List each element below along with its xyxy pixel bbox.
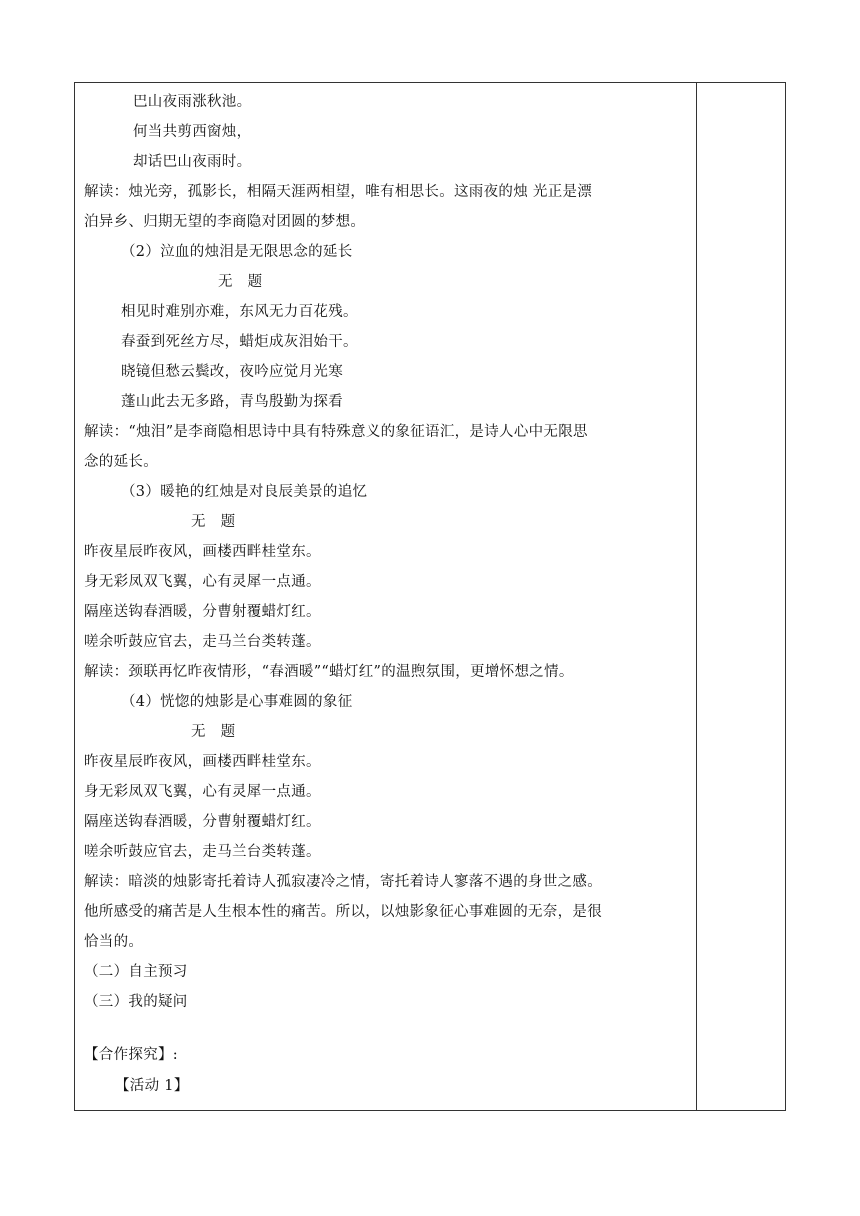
main-content-cell: [75, 83, 696, 1110]
commentary-line: 解读：“烛泪”是李商隐相思诗中具有特殊意义的象征语汇，是诗人心中无限思: [84, 424, 588, 440]
poem-line: 蓬山此去无多路，青鸟殷勤为探看: [121, 394, 343, 410]
poem-line: 晓镜但愁云鬓改，夜吟应觉月光寒: [121, 364, 343, 380]
section-heading: （4）恍惚的烛影是心事难圆的象征: [121, 694, 353, 710]
poem-line: 巴山夜雨涨秋池。: [133, 94, 252, 110]
poem-line: 身无彩凤双飞翼，心有灵犀一点通。: [84, 574, 321, 590]
cooperative-inquiry-heading: 【合作探究】:: [84, 1047, 178, 1063]
poem-title: 无 题: [191, 724, 236, 740]
activity-heading: 【活动 1】: [115, 1078, 189, 1094]
poem-line: 昨夜星辰昨夜风，画楼西畔桂堂东。: [84, 754, 321, 770]
poem-line: 隔座送钩春酒暖，分曹射覆蜡灯红。: [84, 604, 321, 620]
commentary-line: 解读：暗淡的烛影寄托着诗人孤寂凄冷之情，寄托着诗人寥落不遇的身世之感。: [84, 874, 602, 890]
commentary-line: 泊异乡、归期无望的李商隐对团圆的梦想。: [84, 214, 366, 230]
poem-line: 何当共剪西窗烛，: [133, 124, 252, 140]
poem-line: 身无彩凤双飞翼，心有灵犀一点通。: [84, 784, 321, 800]
poem-line: 隔座送钩春酒暖，分曹射覆蜡灯红。: [84, 814, 321, 830]
poem-line: 嗟余听鼓应官去，走马兰台类转蓬。: [84, 634, 321, 650]
poem-line: 春蚕到死丝方尽，蜡炬成灰泪始干。: [121, 334, 358, 350]
subsection-heading: （三）我的疑问: [84, 994, 188, 1010]
commentary-line: 他所感受的痛苦是人生根本性的痛苦。所以，以烛影象征心事难圆的无奈，是很: [84, 904, 602, 920]
section-heading: （3）暖艳的红烛是对良辰美景的追忆: [121, 484, 368, 500]
notes-column: [697, 83, 785, 1110]
poem-title: 无 题: [191, 514, 236, 530]
commentary-line: 解读：颈联再忆昨夜情形，“春酒暖”“蜡灯红”的温煦氛围，更增怀想之情。: [84, 664, 574, 680]
poem-line: 却话巴山夜雨时。: [133, 154, 252, 170]
poem-title: 无 题: [218, 274, 263, 290]
commentary-line: 解读：烛光旁，孤影长，相隔天涯两相望，唯有相思长。这雨夜的烛 光正是漂: [84, 184, 593, 200]
poem-line: 昨夜星辰昨夜风，画楼西畔桂堂东。: [84, 544, 321, 560]
section-heading: （2）泣血的烛泪是无限思念的延长: [121, 244, 353, 260]
document-table: [74, 82, 786, 1111]
subsection-heading: （二）自主预习: [84, 964, 188, 980]
poem-line: 相见时难别亦难，东风无力百花残。: [121, 304, 358, 320]
poem-line: 嗟余听鼓应官去，走马兰台类转蓬。: [84, 844, 321, 860]
commentary-line: 恰当的。: [84, 934, 144, 950]
commentary-line: 念的延长。: [84, 454, 158, 470]
